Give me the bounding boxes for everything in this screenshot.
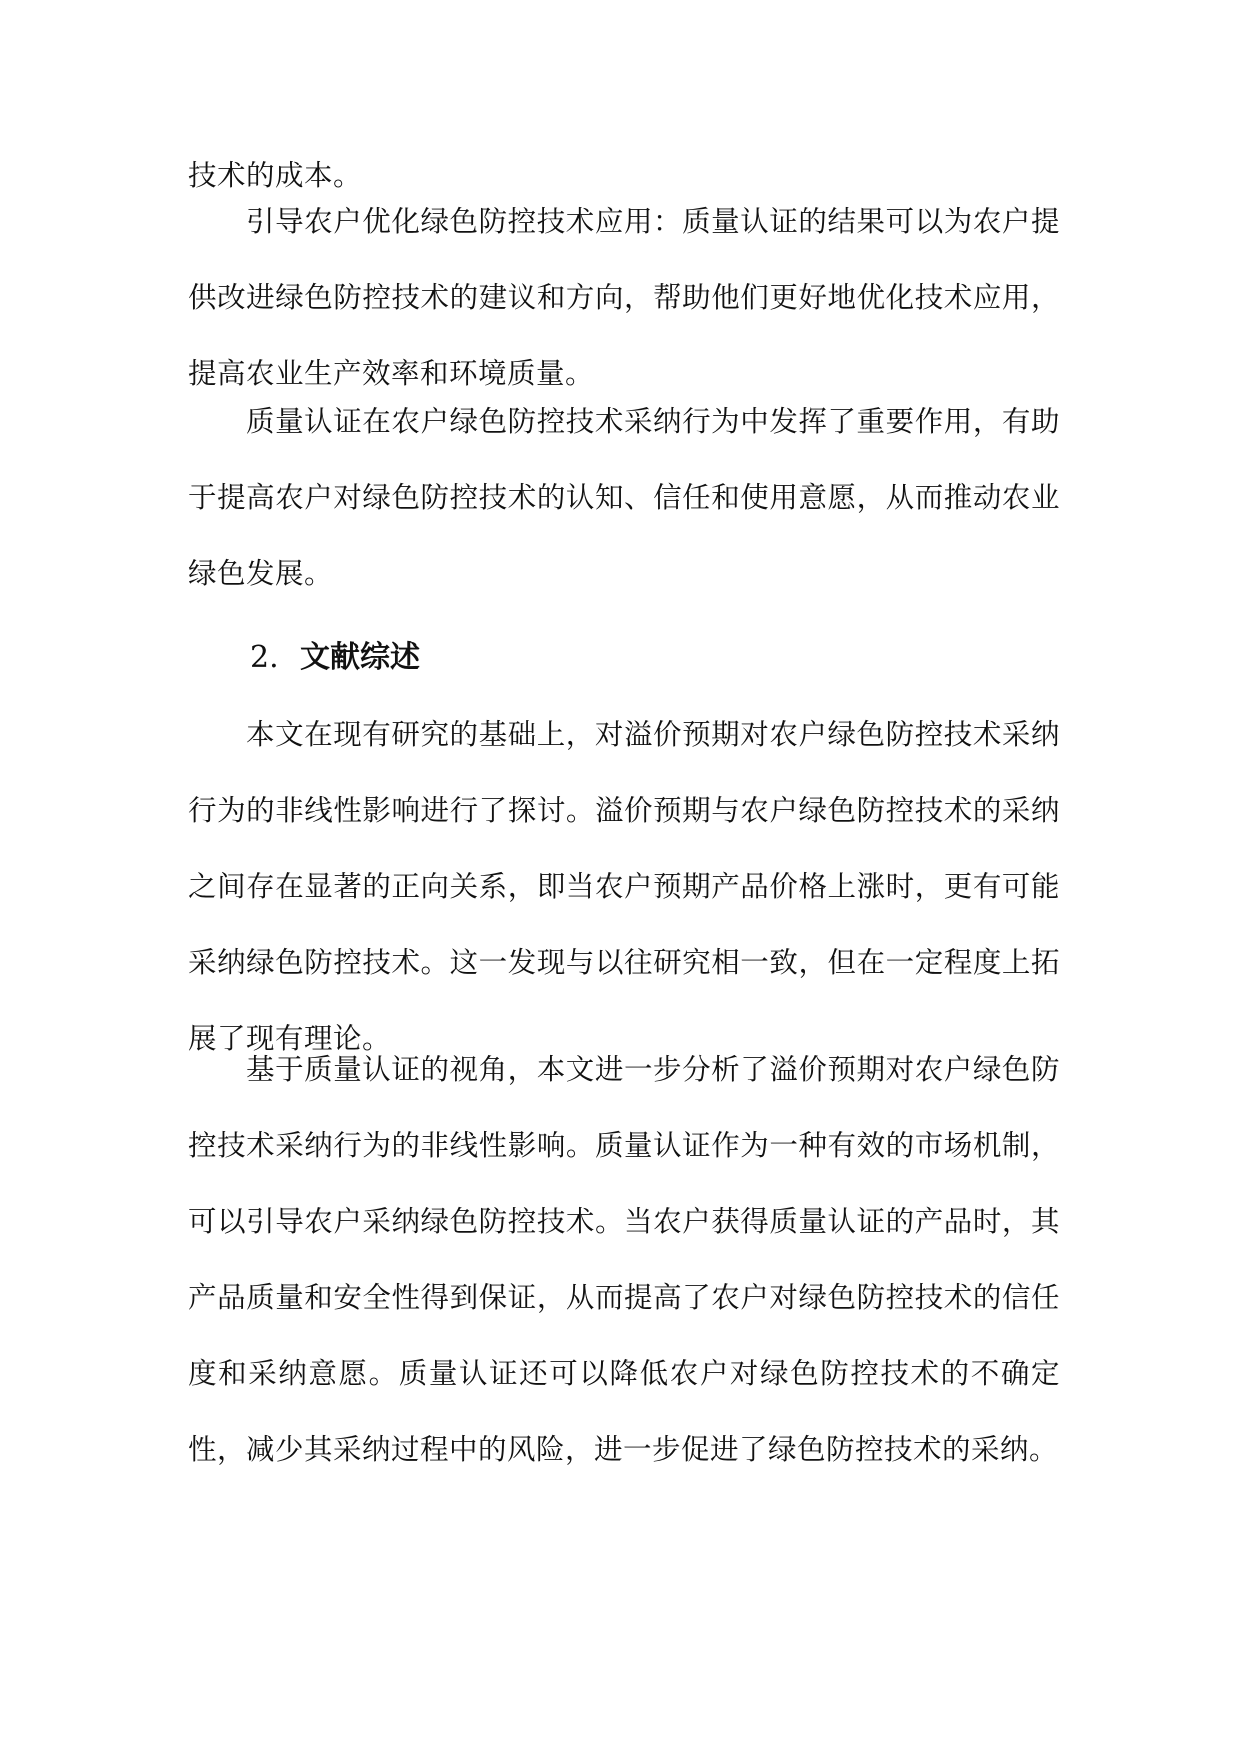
paragraph-certification-role: 质量认证在农户绿色防控技术采纳行为中发挥了重要作用，有助于提高农户对绿色防控技术的认知、信任和使用意愿，从而推动农业绿色发展。 [188,405,1060,590]
paragraph-continuation: 技术的成本。 [188,159,363,192]
paragraph-literature-intro: 本文在现有研究的基础上，对溢价预期对农户绿色防控技术采纳行为的非线性影响进行了探讨。溢价预期与农户绿色防控技术的采纳之间存在显著的正向关系，即当农户预期产品价格上涨时，更有可能采纳绿色防控技术。这一发现与以往研究相一致，但在一定程度上拓展了现有理论。 [188,718,1060,1055]
section-title: 文献综述 [300,640,420,675]
paragraph-guide-farmers: 引导农户优化绿色防控技术应用：质量认证的结果可以为农户提供改进绿色防控技术的建议和方向，帮助他们更好地优化技术应用，提高农业生产效率和环境质量。 [188,205,1060,390]
section-number: 2. [250,640,279,675]
section-heading [250,638,420,678]
paragraph-certification-perspective: 基于质量认证的视角，本文进一步分析了溢价预期对农户绿色防控技术采纳行为的非线性影响。质量认证作为一种有效的市场机制，可以引导农户采纳绿色防控技术。当农户获得质量认证的产品时，其产品质量和安全性得到保证，从而提高了农户对绿色防控技术的信任度和采纳意愿。质量认证还可以降低农户对绿色防控技术的不确定性，减少其采纳过程中的风险，进一步促进了绿色防控技术的采纳。 [188,1053,1060,1466]
